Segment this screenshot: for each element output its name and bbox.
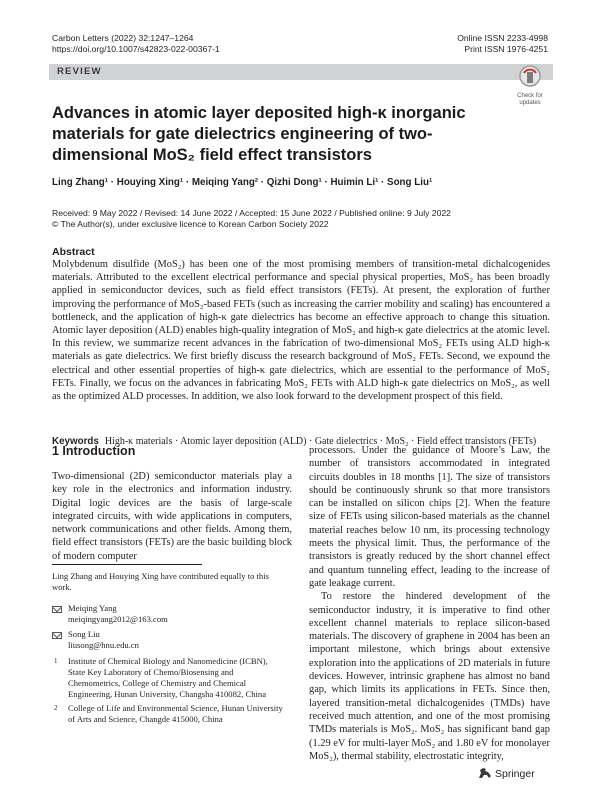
doi-link[interactable]: https://doi.org/10.1007/s42823-022-00367-1 (52, 44, 220, 54)
publisher-logo (478, 767, 535, 780)
section-heading-introduction: 1 Introduction (52, 444, 136, 458)
affiliation-2: College of Life and Environmental Science, Hunan University of Arts and Science, Changde 415000, China (68, 703, 283, 724)
intro-left-column (52, 470, 292, 563)
corresponding-author-2-name: Song Liu (68, 629, 100, 639)
author-list: Ling Zhang¹ · Houying Xing¹ · Meiqing Yang² · Qizhi Dong¹ · Huimin Li¹ · Song Liu¹ (52, 177, 433, 188)
footnote-divider (52, 564, 202, 565)
check-updates-icon (512, 64, 548, 88)
journal-citation: Carbon Letters (2022) 32:1247–1264 (52, 33, 194, 43)
abstract-text: Molybdenum disulfide (MoS₂) has been one of the most promising members of transition-metal dichalcogenides materials. Attributed to the excellent electrical performance and special physical properties, MoS₂ has been broadly applied in semiconductor devices, such as field effect transistors (FETs). At present, the exploration of further improving the performance of MoS₂-based FETs (such as increasing the carrier mobility and scaling) has encountered a bottleneck, and the application of high-κ gate dielectrics has become an effective approach to change this situation. Atomic layer deposition (ALD) enables high-quality integration of MoS₂ and high-κ gate dielectrics at the atomic level. In this review, we summarize recent advances in the fabrication of two-dimensional MoS₂ FETs using ALD high-κ materials as gate dielectrics. We first briefly discuss the research background of MoS₂ FETs. Second, we expound the electrical and other essential properties of high-κ gate dielectrics, which are essential to the performance of MoS₂ FETs. Finally, we focus on the advances in fabricating MoS₂ FETs with ALD high-κ gate dielectrics on MoS₂, as well as the optimized ALD processes. In addition, we also look forward to the development prospect of this field. (52, 259, 550, 403)
corresponding-author-1-name: Meiqing Yang (68, 603, 117, 613)
envelope-icon (52, 632, 62, 639)
equal-contribution-note: Ling Zhang and Houying Xing have contributed equally to this work. (52, 571, 269, 592)
keywords-label: Keywords (52, 436, 99, 447)
affiliation-1-number: 1 (54, 657, 58, 665)
article-type-label: REVIEW (57, 66, 102, 77)
intro-right-column (309, 444, 550, 763)
copyright-line: © The Author(s), under exclusive licence to Korean Carbon Society 2022 (52, 219, 329, 229)
affiliation-1: Institute of Chemical Biology and Nanomedicine (ICBN), State Key Laboratory of Chemo/Biosensing and Chemometrics, College of Chemistry and Chemical Engineering, Hunan University, Changsha 410082, China (68, 656, 268, 699)
publisher-name: Springer (495, 768, 535, 780)
intro-paragraph-3: To restore the hindered development of the semiconductor industry, it is imperative to find other excellent channel materials to replace silicon-based materials. The discovery of graphene in 2004 has been an important milestone, which brings about extensive exploration into the applications of 2D materials in future devices. However, intrinsic graphene has almost no band gap, which limits its applications in FETs. Since then, layered transition-metal dichalcogenides (TMDs) have received much attention, and one of the most promising TMDs materials is MoS₂. MoS₂ has significant band gap (1.29 eV for multi-layer MoS₂ and 1.80 eV for monolayer MoS₂), thermal stability, electrostatic integrity, (309, 591, 550, 762)
check-updates-line1: Check for (517, 93, 543, 99)
abstract-heading: Abstract (52, 246, 95, 258)
intro-paragraph-1: Two-dimensional (2D) semiconductor materials play a key role in the electronics and information industry. Digital logic devices are the basis of large-scale integrated circuits, with wide applications in computers, network communications and other fields. Among them, field effect transistors (FETs) are the basic building block of modern computer (52, 471, 292, 562)
check-updates-line2: updates (519, 100, 541, 106)
print-issn: Print ISSN 1976-4251 (464, 44, 548, 54)
online-issn: Online ISSN 2233-4998 (457, 33, 548, 43)
corresponding-author-1-email[interactable]: meiqingyang2012@163.com (68, 614, 168, 624)
envelope-icon (52, 606, 62, 613)
article-type-bar (49, 64, 553, 80)
springer-horse-icon (478, 767, 492, 779)
intro-paragraph-2: processors. Under the guidance of Moore’s Law, the number of transistors accommodated in integrated circuits doubles in 18 months [1]. The size of transistors should be continuously shrunk so that more transistors can be installed on silicon chips [2]. When the feature size of FETs using silicon-based materials as the channel material reaches below 10 nm, its processing technology meets the physical limit. Thus, the performance of the transistors is greatly reduced by the short channel effect and quantum tunneling effect, leading to the increase of gate leakage current. (309, 445, 550, 589)
keywords-list: High-κ materials · Atomic layer deposition (ALD) · Gate dielectrics · MoS₂ · Field effect transistors (FETs) (104, 436, 537, 447)
affiliation-2-number: 2 (54, 704, 58, 712)
check-for-updates-badge[interactable] (512, 64, 548, 106)
publication-dates: Received: 9 May 2022 / Revised: 14 June 2022 / Accepted: 15 June 2022 / Published online: 9 July 2022 (52, 208, 451, 218)
corresponding-author-2-email[interactable]: liusong@hnu.edu.cn (68, 640, 139, 650)
article-title: Advances in atomic layer deposited high-κ inorganic materials for gate dielectrics engineering of two-dimensional MoS₂ field effect transistors (52, 104, 466, 164)
